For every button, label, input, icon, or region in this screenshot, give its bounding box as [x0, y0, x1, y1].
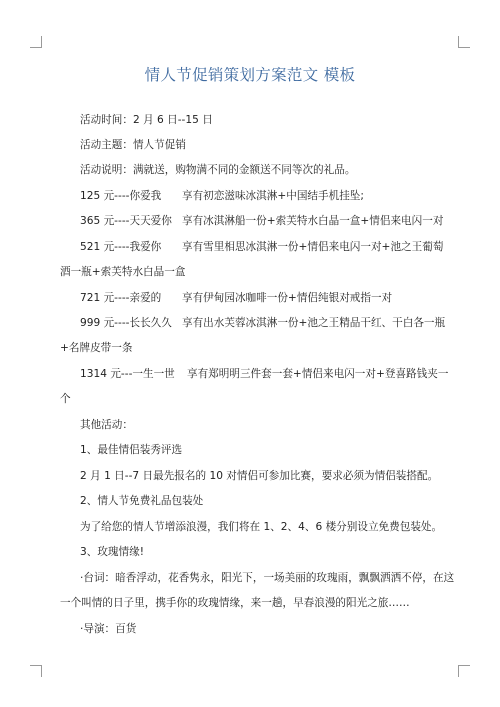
tier-gift: 享有郑明明三件套一套+情侣来电闪一对+登喜路钱夹一: [187, 368, 449, 380]
tier-price: 125 元----你爱我: [80, 190, 162, 202]
tier-row: [80, 367, 480, 381]
tier-row: [80, 316, 480, 330]
tier-gift: 享有雪里相思冰淇淋一份+情侣来电闪一对+池之王葡萄: [182, 241, 444, 253]
tier-gift: 享有伊甸园冰咖啡一份+情侣纯银对戒指一对: [182, 292, 393, 304]
item2-text: 为了给您的情人节增添浪漫，我们将在 1、2、4、6 楼分别设立免费包装处。: [80, 521, 443, 533]
slogan-line-1: ·台词：暗香浮动，花香隽永，阳光下，一场美丽的玫瑰雨，飘飘洒洒不停，在这: [80, 572, 455, 584]
tier-price: 521 元----我爱你: [80, 241, 162, 253]
tier-gift: 享有初恋滋味冰淇淋+中国结手机挂坠;: [182, 190, 364, 202]
tier-price: 1314 元---一生一世: [80, 368, 175, 380]
item1-text: 2 月 1 日--7 日最先报名的 10 对情侣可参加比赛，要求必须为情侣装搭配。: [80, 470, 439, 482]
tier-row: [80, 240, 480, 254]
item1-title: 1、最佳情侣装秀评选: [80, 444, 183, 456]
item3-title: 3、玫瑰情缘!: [80, 546, 144, 558]
activity-theme: 活动主题：情人节促销: [80, 139, 186, 151]
tier-gift: 享有出水芙蓉冰淇淋一份+池之王精品干红、干白各一瓶: [182, 317, 446, 329]
crop-mark-top-right: [458, 47, 470, 48]
tier-gift-continued: +名牌皮带一条: [60, 342, 133, 354]
tier-row: [80, 189, 480, 203]
activity-description: 活动说明：满就送，购物满不同的金额送不同等次的礼品。: [80, 164, 356, 176]
tier-price: 999 元----长长久久: [80, 317, 172, 329]
tier-price: 721 元----亲爱的: [80, 292, 162, 304]
tier-gift-continued: 个: [60, 393, 71, 405]
tier-price: 365 元----天天爱你: [80, 215, 172, 227]
crop-mark-bottom-right: [458, 665, 470, 666]
crop-mark-bottom-left-v: [41, 665, 42, 677]
document-title: 情人节促销策划方案范文 模板: [144, 66, 356, 84]
director-line: ·导演：百货: [80, 623, 137, 635]
crop-mark-bottom-right-v: [458, 665, 459, 677]
other-activities-heading: 其他活动：: [80, 419, 133, 431]
crop-mark-top-left-v: [41, 36, 42, 48]
tier-row: [80, 291, 480, 305]
tier-gift-continued: 酒一瓶+索芙特水白晶一盒: [60, 266, 186, 278]
activity-time: 活动时间：2 月 6 日--15 日: [80, 114, 213, 126]
slogan-line-2: 一个叫情的日子里，携手你的玫瑰情缘，来一趟，早春浪漫的阳光之旅……: [60, 597, 410, 609]
crop-mark-top-right-v: [458, 36, 459, 48]
tier-gift: 享有冰淇淋船一份+索芙特水白晶一盒+情侣来电闪一对: [182, 215, 444, 227]
tier-row: [80, 214, 480, 228]
item2-title: 2、情人节免费礼品包装处: [80, 495, 204, 507]
